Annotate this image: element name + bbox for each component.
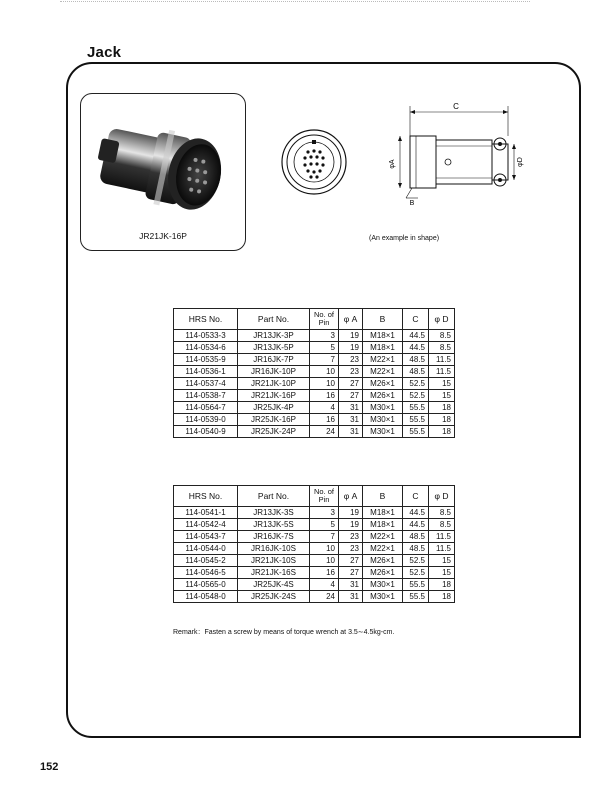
header-hrs-no: HRS No.: [174, 309, 238, 330]
cell-hrs-no: 114-0536-1: [174, 366, 238, 378]
cell-pin-count: 16: [310, 390, 339, 402]
cell-b: M30×1: [363, 579, 403, 591]
cell-phi-a: 27: [339, 378, 363, 390]
cell-b: M26×1: [363, 567, 403, 579]
cell-pin-count: 5: [310, 342, 339, 354]
cell-phi-a: 19: [339, 519, 363, 531]
product-photo-box: [80, 93, 246, 251]
cell-b: M30×1: [363, 414, 403, 426]
table-row: [174, 402, 455, 414]
cell-pin-count: 10: [310, 366, 339, 378]
header-phi-d: φ D: [429, 486, 455, 507]
photo-caption: JR21JK-16P: [139, 231, 187, 241]
cell-b: M26×1: [363, 555, 403, 567]
cell-hrs-no: 114-0545-2: [174, 555, 238, 567]
cell-b: M26×1: [363, 378, 403, 390]
cell-pin-count: 3: [310, 507, 339, 519]
cell-phi-d: 18: [429, 591, 455, 603]
page-number: 152: [40, 761, 59, 773]
table-row: [174, 579, 455, 591]
header-part-no: Part No.: [238, 486, 310, 507]
cell-hrs-no: 114-0535-9: [174, 354, 238, 366]
cell-phi-a: 31: [339, 414, 363, 426]
cell-hrs-no: 114-0537-4: [174, 378, 238, 390]
cell-phi-a: 19: [339, 342, 363, 354]
cell-phi-d: 8.5: [429, 519, 455, 531]
cell-part-no: JR16JK-7P: [238, 354, 310, 366]
section-title: Jack: [87, 44, 122, 61]
cell-c: 55.5: [403, 426, 429, 438]
table-row: [174, 378, 455, 390]
cell-c: 55.5: [403, 579, 429, 591]
cell-phi-a: 31: [339, 426, 363, 438]
drawing-note: (An example in shape): [369, 235, 440, 242]
cell-pin-count: 10: [310, 555, 339, 567]
table-row: [174, 414, 455, 426]
cell-hrs-no: 114-0548-0: [174, 591, 238, 603]
remark-note: Remark：Fasten a screw by means of torque wrench at 3.5∼4.5kg-cm.: [173, 629, 395, 636]
scan-artifact-line: [60, 1, 530, 2]
cell-hrs-no: 114-0541-1: [174, 507, 238, 519]
cell-c: 44.5: [403, 507, 429, 519]
cell-phi-d: 15: [429, 567, 455, 579]
table-row: [174, 507, 455, 519]
cell-c: 48.5: [403, 366, 429, 378]
table-row: [174, 555, 455, 567]
cell-hrs-no: 114-0542-4: [174, 519, 238, 531]
cell-hrs-no: 114-0546-5: [174, 567, 238, 579]
table-row: [174, 543, 455, 555]
table-header-row: [174, 309, 455, 330]
cell-phi-a: 19: [339, 507, 363, 519]
cell-phi-a: 23: [339, 354, 363, 366]
cell-c: 44.5: [403, 519, 429, 531]
cell-part-no: JR21JK-16P: [238, 390, 310, 402]
cell-phi-d: 18: [429, 414, 455, 426]
table-row: [174, 390, 455, 402]
cell-hrs-no: 114-0540-9: [174, 426, 238, 438]
cell-phi-d: 8.5: [429, 342, 455, 354]
cell-phi-d: 11.5: [429, 543, 455, 555]
header-hrs-no: HRS No.: [174, 486, 238, 507]
cell-phi-d: 8.5: [429, 330, 455, 342]
cell-c: 55.5: [403, 591, 429, 603]
cell-phi-a: 19: [339, 330, 363, 342]
cell-phi-d: 15: [429, 378, 455, 390]
cell-pin-count: 3: [310, 330, 339, 342]
header-no-of-pin: No. of Pin: [310, 309, 339, 330]
cell-pin-count: 7: [310, 354, 339, 366]
cell-part-no: JR13JK-3P: [238, 330, 310, 342]
dim-d-label: φD: [517, 157, 524, 167]
cell-part-no: JR16JK-10S: [238, 543, 310, 555]
cell-hrs-no: 114-0533-3: [174, 330, 238, 342]
connector-front-view-icon: [280, 128, 348, 196]
cell-part-no: JR13JK-5S: [238, 519, 310, 531]
dim-c-label: C: [453, 102, 459, 111]
cell-part-no: JR25JK-4S: [238, 579, 310, 591]
cell-phi-d: 11.5: [429, 531, 455, 543]
cell-part-no: JR21JK-16S: [238, 567, 310, 579]
cell-part-no: JR25JK-24P: [238, 426, 310, 438]
cell-b: M30×1: [363, 591, 403, 603]
cell-b: M22×1: [363, 531, 403, 543]
table-row: [174, 426, 455, 438]
cell-phi-a: 27: [339, 555, 363, 567]
cell-c: 52.5: [403, 378, 429, 390]
cell-b: M18×1: [363, 507, 403, 519]
cell-part-no: JR16JK-7S: [238, 531, 310, 543]
header-c: C: [403, 309, 429, 330]
header-part-no: Part No.: [238, 309, 310, 330]
header-phi-d: φ D: [429, 309, 455, 330]
cell-pin-count: 10: [310, 378, 339, 390]
cell-part-no: JR25JK-24S: [238, 591, 310, 603]
cell-phi-a: 31: [339, 579, 363, 591]
cell-phi-a: 31: [339, 591, 363, 603]
plug-spec-table: [173, 308, 455, 438]
cell-hrs-no: 114-0564-7: [174, 402, 238, 414]
socket-spec-table: [173, 485, 455, 603]
cell-pin-count: 24: [310, 426, 339, 438]
cell-phi-d: 11.5: [429, 354, 455, 366]
connector-side-view-icon: [372, 100, 532, 210]
dim-b-label: B: [409, 200, 415, 207]
header-b: B: [363, 309, 403, 330]
cell-hrs-no: 114-0534-6: [174, 342, 238, 354]
cell-part-no: JR16JK-10P: [238, 366, 310, 378]
cell-b: M30×1: [363, 402, 403, 414]
table-row: [174, 519, 455, 531]
cell-b: M18×1: [363, 342, 403, 354]
cell-part-no: JR13JK-5P: [238, 342, 310, 354]
table-header-row: [174, 486, 455, 507]
cell-b: M22×1: [363, 543, 403, 555]
cell-phi-a: 23: [339, 531, 363, 543]
cell-phi-d: 15: [429, 555, 455, 567]
table-row: [174, 366, 455, 378]
cell-part-no: JR13JK-3S: [238, 507, 310, 519]
cell-c: 55.5: [403, 414, 429, 426]
table-row: [174, 342, 455, 354]
cell-phi-d: 18: [429, 426, 455, 438]
cell-pin-count: 4: [310, 579, 339, 591]
cell-c: 44.5: [403, 342, 429, 354]
cell-b: M18×1: [363, 519, 403, 531]
connector-photo-icon: [91, 112, 241, 227]
cell-b: M30×1: [363, 426, 403, 438]
cell-hrs-no: 114-0543-7: [174, 531, 238, 543]
cell-part-no: JR25JK-16P: [238, 414, 310, 426]
dim-a-label: φA: [389, 159, 396, 169]
cell-c: 55.5: [403, 402, 429, 414]
cell-part-no: JR21JK-10P: [238, 378, 310, 390]
header-phi-a: φ A: [339, 486, 363, 507]
cell-b: M26×1: [363, 390, 403, 402]
cell-pin-count: 16: [310, 567, 339, 579]
cell-c: 48.5: [403, 531, 429, 543]
cell-pin-count: 7: [310, 531, 339, 543]
cell-phi-a: 31: [339, 402, 363, 414]
cell-pin-count: 16: [310, 414, 339, 426]
cell-hrs-no: 114-0539-0: [174, 414, 238, 426]
cell-c: 52.5: [403, 555, 429, 567]
header-b: B: [363, 486, 403, 507]
table-row: [174, 531, 455, 543]
cell-pin-count: 5: [310, 519, 339, 531]
cell-phi-a: 23: [339, 366, 363, 378]
header-no-of-pin: No. of Pin: [310, 486, 339, 507]
cell-c: 52.5: [403, 567, 429, 579]
cell-hrs-no: 114-0565-0: [174, 579, 238, 591]
cell-b: M18×1: [363, 330, 403, 342]
cell-pin-count: 10: [310, 543, 339, 555]
cell-b: M22×1: [363, 366, 403, 378]
cell-part-no: JR25JK-4P: [238, 402, 310, 414]
cell-phi-d: 18: [429, 402, 455, 414]
cell-pin-count: 24: [310, 591, 339, 603]
cell-hrs-no: 114-0544-0: [174, 543, 238, 555]
cell-phi-d: 18: [429, 579, 455, 591]
cell-phi-a: 27: [339, 567, 363, 579]
cell-phi-a: 27: [339, 390, 363, 402]
cell-c: 48.5: [403, 354, 429, 366]
table-row: [174, 567, 455, 579]
cell-phi-a: 23: [339, 543, 363, 555]
cell-pin-count: 4: [310, 402, 339, 414]
table-row: [174, 330, 455, 342]
table-row: [174, 354, 455, 366]
cell-c: 52.5: [403, 390, 429, 402]
cell-hrs-no: 114-0538-7: [174, 390, 238, 402]
cell-part-no: JR21JK-10S: [238, 555, 310, 567]
cell-phi-d: 8.5: [429, 507, 455, 519]
cell-phi-d: 15: [429, 390, 455, 402]
table-row: [174, 591, 455, 603]
cell-b: M22×1: [363, 354, 403, 366]
header-phi-a: φ A: [339, 309, 363, 330]
cell-c: 44.5: [403, 330, 429, 342]
cell-c: 48.5: [403, 543, 429, 555]
header-c: C: [403, 486, 429, 507]
cell-phi-d: 11.5: [429, 366, 455, 378]
